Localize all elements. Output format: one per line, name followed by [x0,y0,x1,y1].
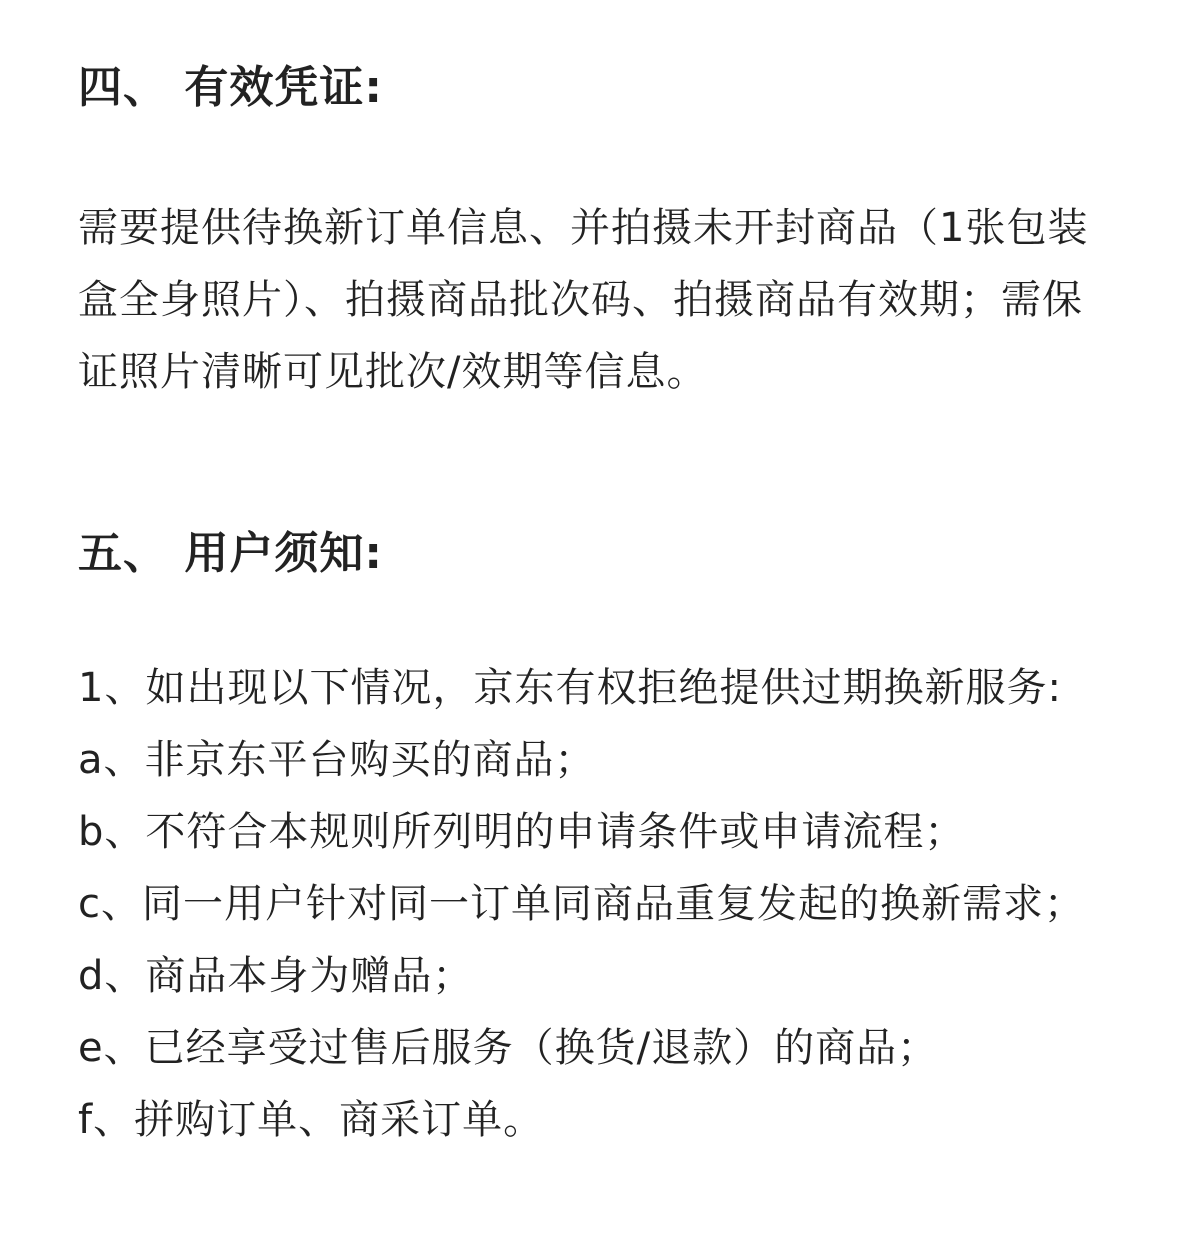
section-4-body: 需要提供待换新订单信息、并拍摄未开封商品（1张包装盒全身照片）、拍摄商品批次码、拍摄商品有效期；需保证照片清晰可见批次/效期等信息。 [78,205,1089,395]
document-content [78,58,1113,1156]
section-5-heading: 五、 用户须知: [78,528,383,579]
list-item: b、不符合本规则所列明的申请条件或申请流程； [78,809,966,855]
list-item: e、已经享受过售后服务（换货/退款）的商品； [78,1025,939,1071]
list-item: f、拼购订单、商采订单。 [78,1097,545,1143]
list-item: d、商品本身为赠品； [78,953,474,999]
list-item: c、同一用户针对同一订单同商品重复发起的换新需求； [78,881,1085,927]
section-5-intro: 1、如出现以下情况，京东有权拒绝提供过期换新服务: [78,665,1062,711]
list-item: a、非京东平台购买的商品； [78,737,596,783]
section-5-body [78,652,1113,1156]
section-4-heading: 四、 有效凭证: [78,62,383,113]
